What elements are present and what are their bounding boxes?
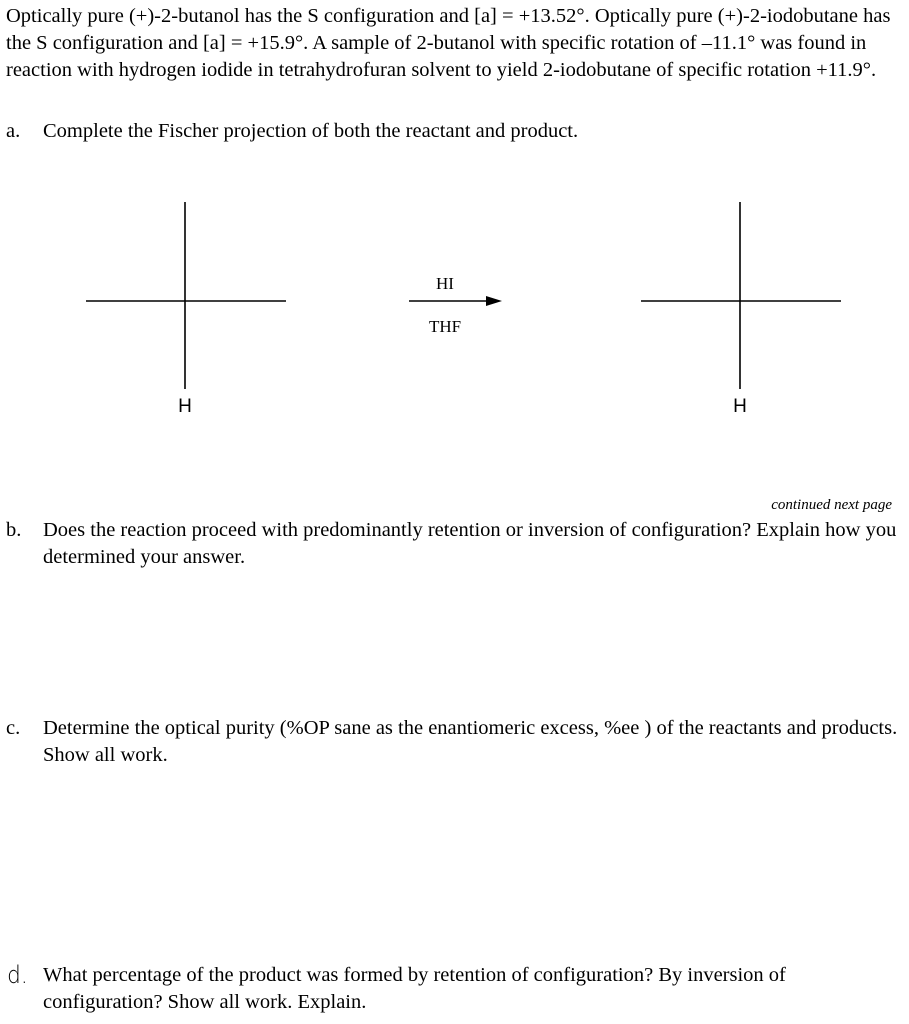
question-c-label: c.	[6, 717, 21, 739]
reaction-arrow-group	[409, 274, 502, 336]
question-c	[6, 715, 901, 769]
continued-note: continued next page	[771, 497, 892, 513]
reaction-arrow-head	[486, 296, 502, 306]
question-a	[6, 118, 901, 145]
product-bottom-substituent: H	[733, 396, 747, 417]
question-d	[6, 962, 901, 1016]
problem-intro: Optically pure (+)-2-butanol has the S configuration and [a] = +13.52°. Optically pure (+)-2-iodobutane has the S configuration and [a] = +15.9°. A sample of 2-butanol with specific rotation of –11.1° was found in reaction with hydrogen iodide in tetrahydrofuran solvent to yield 2-iodobutane of specific rotation +11.9°.	[6, 5, 891, 81]
reagent-label: HI	[436, 274, 454, 293]
question-b	[6, 517, 901, 571]
question-d-text: What percentage of the product was formed by retention of configuration? By inversion of configuration? Show all work. Explain.	[43, 964, 786, 1013]
question-b-text: Does the reaction proceed with predominantly retention or inversion of configuration? Explain how you determined your answer.	[43, 519, 897, 568]
handwritten-d-label: d.	[7, 961, 28, 989]
question-d-label	[6, 962, 29, 991]
question-a-text: Complete the Fischer projection of both the reactant and product.	[43, 120, 579, 142]
question-b-label: b.	[6, 519, 22, 541]
question-a-label: a.	[6, 120, 21, 142]
reactant-bottom-substituent: H	[178, 396, 192, 417]
reactant-fischer-projection	[86, 202, 286, 417]
solvent-label: THF	[428, 317, 462, 336]
product-fischer-projection	[641, 202, 841, 417]
question-c-text: Determine the optical purity (%OP sane as the enantiomeric excess, %ee ) of the reactants and products. Show all work.	[43, 717, 898, 766]
